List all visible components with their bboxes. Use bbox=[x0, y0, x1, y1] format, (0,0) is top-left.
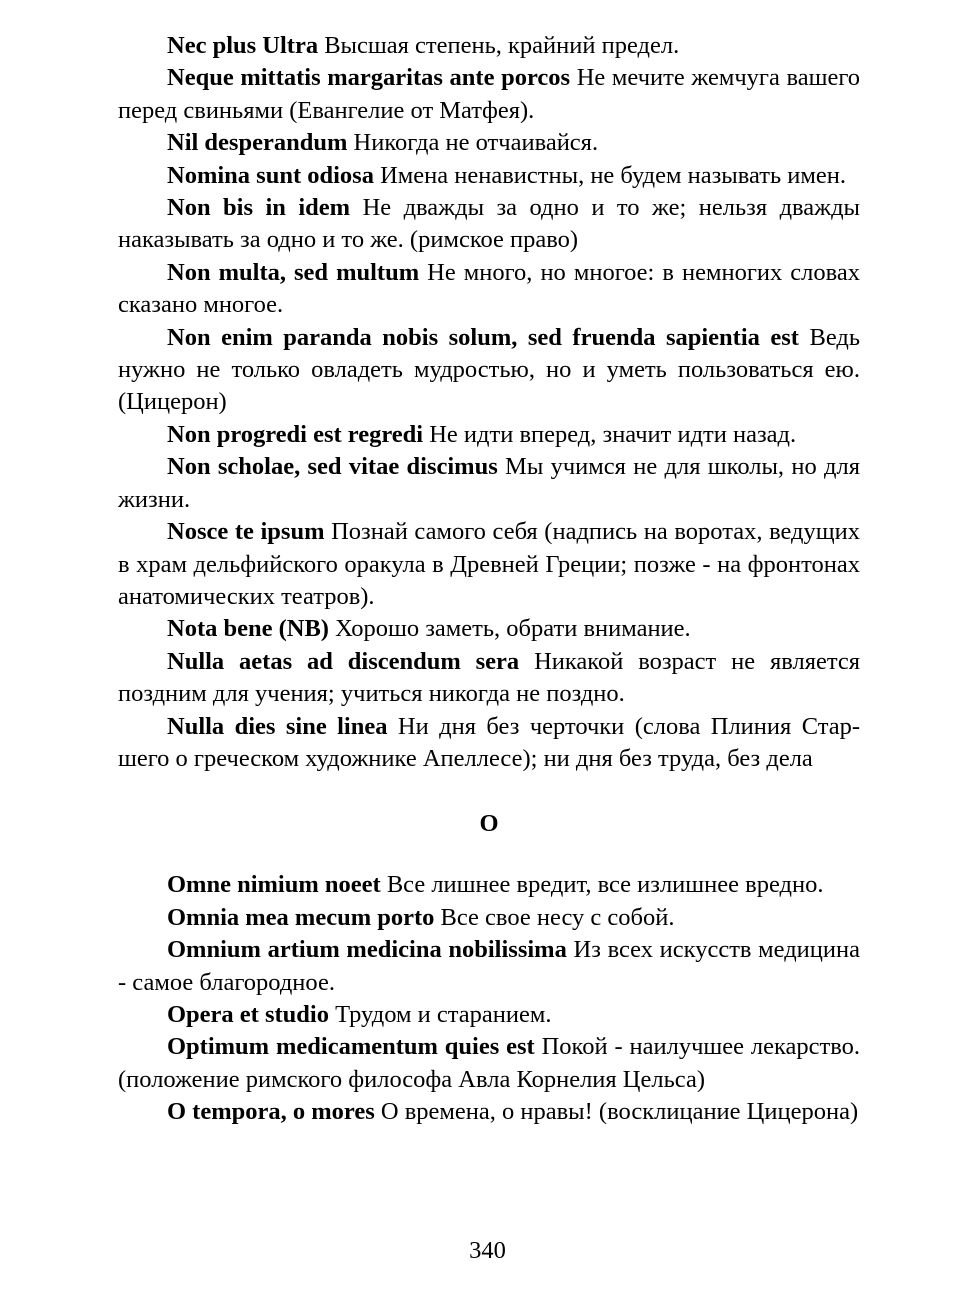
entry-term: O tempora, o mores bbox=[167, 1098, 375, 1126]
entry bbox=[118, 451, 860, 516]
entry bbox=[118, 257, 860, 322]
entry bbox=[118, 419, 860, 451]
entry bbox=[118, 869, 860, 901]
entry bbox=[118, 999, 860, 1031]
entry-translation: Не мечите жемчуга вашего перед свиньями (Евангелие от Матфея). bbox=[118, 64, 861, 124]
entry bbox=[118, 711, 860, 776]
entry-translation: Ни дня без черточки (слова Плиния Старшего о греческом художнике Апеллесе); ни дня без труда, без дела bbox=[118, 712, 861, 772]
page-number: 340 bbox=[469, 1237, 506, 1264]
dictionary-page bbox=[118, 30, 860, 1129]
entry-translation: Имена ненавистны, не будем называть имен. bbox=[380, 161, 846, 189]
entry-term: Non multa, sed multum bbox=[167, 258, 420, 286]
entry-translation: Никогда не отчаивайся. bbox=[353, 129, 599, 157]
entry-term: Optimum medicamentum quies est bbox=[167, 1033, 535, 1061]
entry bbox=[118, 62, 860, 127]
entry bbox=[118, 192, 860, 257]
entry-term: Neque mittatis margaritas ante porcos bbox=[167, 64, 571, 92]
entry-translation: Все свое несу с собой. bbox=[440, 903, 675, 931]
entry bbox=[118, 1096, 860, 1128]
entry-translation: Все лишнее вредит, все излишнее вредно. bbox=[386, 871, 824, 899]
entry bbox=[118, 902, 860, 934]
entry-translation: Не много, но многое: в немногих словах сказано многое. bbox=[118, 258, 861, 319]
entry-term: Non progredi est regredi bbox=[167, 420, 424, 448]
entry-term: Non scholae, sed vitae discimus bbox=[167, 453, 498, 481]
entry-translation: Из всех искусств медицина - самое благородное. bbox=[118, 936, 860, 996]
entry bbox=[118, 160, 860, 192]
entry bbox=[118, 1031, 860, 1096]
entry-term: Nota bene (NB) bbox=[167, 615, 329, 643]
entry bbox=[118, 613, 860, 645]
entry-translation: Мы учимся не для школы, но для жизни. bbox=[118, 453, 860, 513]
entry bbox=[118, 322, 860, 419]
entry-translation: Не дважды за одно и то же; нельзя дважды наказывать за одно и то же. (римское право) bbox=[118, 194, 861, 254]
entry bbox=[118, 127, 860, 159]
entry-term: Nulla aetas ad discendum sera bbox=[167, 647, 520, 675]
entry-term: Nosce te ipsum bbox=[167, 518, 325, 546]
entry-term: Omne nimium noeet bbox=[167, 871, 381, 899]
entry-term: Nec plus Ultra bbox=[167, 32, 319, 59]
entry bbox=[118, 516, 860, 613]
entry-term: Nulla dies sine linea bbox=[167, 712, 388, 740]
entry-term: Omnium artium medicina nobilissima bbox=[167, 936, 567, 964]
entry-translation: О времена, о нравы! (восклицание Цицерона) bbox=[380, 1098, 859, 1126]
entry-translation: Ведь нужно не только овладеть мудростью, но и уметь пользоваться ею.(Цицерон) bbox=[118, 323, 861, 416]
entry-translation: Трудом и старанием. bbox=[335, 1000, 552, 1028]
entry bbox=[118, 30, 860, 62]
entry-term: Opera et studio bbox=[167, 1000, 329, 1028]
entries-section-o bbox=[118, 869, 860, 1128]
entry-translation: Познай самого себя (надпись на воротах, ведущих в храм дельфийского оракула в Древней Греции; позже - на фронтонах анатомических театров). bbox=[118, 518, 860, 610]
entry-translation: Покой - наилучшее лекарство. (положение римского философа Авла Корнелия Цельса) bbox=[118, 1033, 860, 1093]
entries-section-n bbox=[118, 30, 860, 775]
entry bbox=[118, 646, 860, 711]
entry-term: Nil desperandum bbox=[167, 129, 348, 157]
entry-term: Omnia mea mecum porto bbox=[167, 903, 435, 931]
section-heading: О bbox=[479, 810, 499, 838]
entry-translation: Никакой возраст не является поздним для учения; учиться никогда не поздно. bbox=[118, 647, 860, 708]
entry-term: Nomina sunt odiosa bbox=[167, 161, 374, 189]
entry-translation: Не идти вперед, значит идти назад. bbox=[429, 420, 797, 448]
entry-term: Non bis in idem bbox=[167, 194, 351, 222]
entry-translation: Высшая степень, крайний предел. bbox=[324, 32, 680, 59]
entry bbox=[118, 934, 860, 999]
entry-term: Non enim paranda nobis solum, sed fruenda sapientia est bbox=[167, 323, 799, 351]
entry-translation: Хорошо заметь, обрати внимание. bbox=[335, 615, 691, 643]
